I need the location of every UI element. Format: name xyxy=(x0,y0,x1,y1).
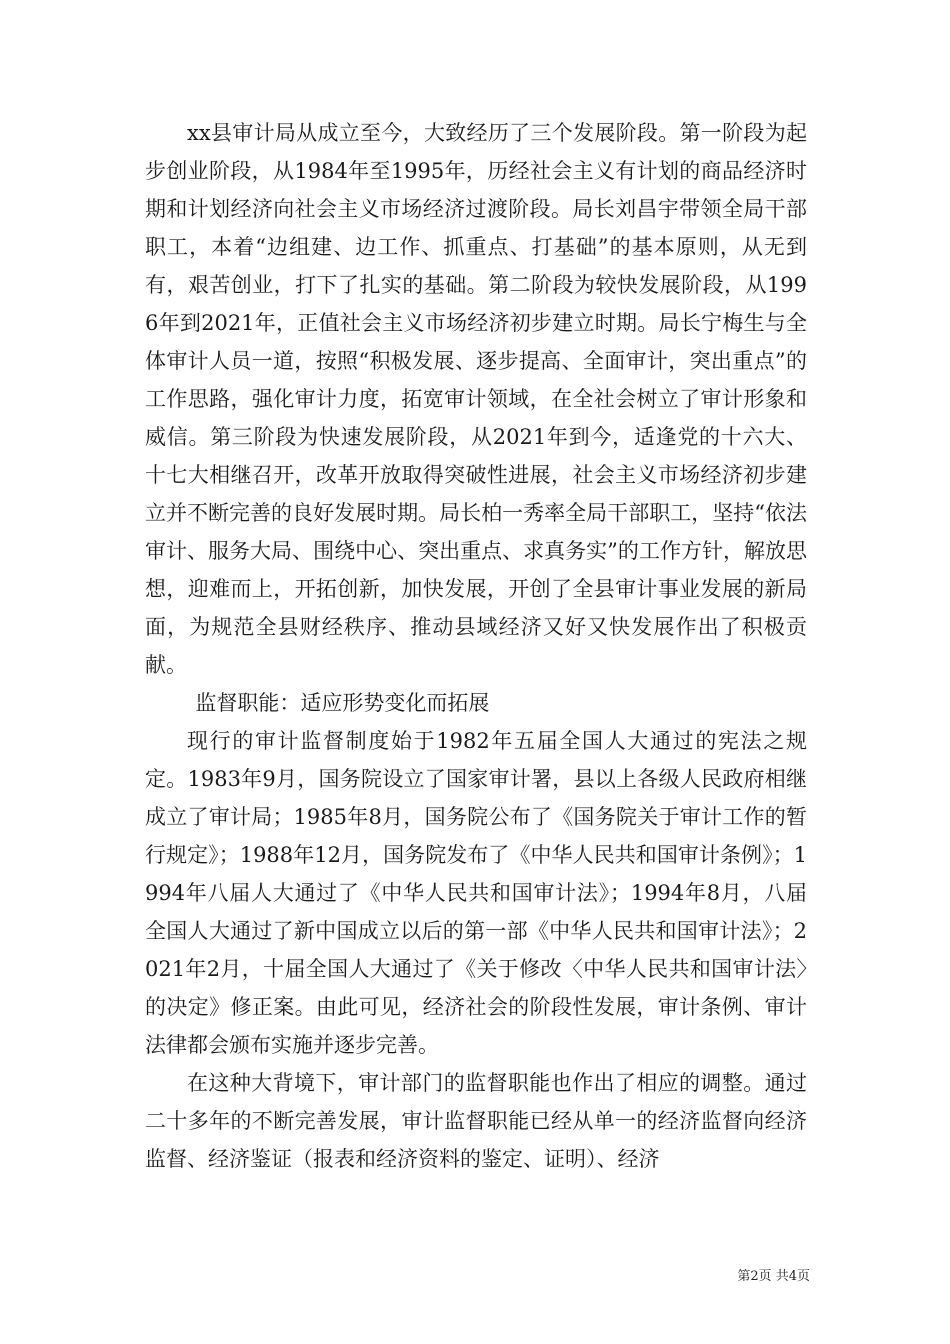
paragraph-history: xx县审计局从成立至今，大致经历了三个发展阶段。第一阶段为起步创业阶段，从1984年至1995年，历经社会主义有计划的商品经济时期和计划经济向社会主义市场经济过渡阶段。局长刘昌宇带领全局干部职工，本着“边组建、边工作、抓重点、打基础”的基本原则，从无到有，艰苦创业，打下了扎实的基础。第二阶段为较快发展阶段，从1996年到2021年，正值社会主义市场经济初步建立时期。局长宁梅生与全体审计人员一道，按照“积极发展、逐步提高、全面审计，突出重点”的工作思路，强化审计力度，拓宽审计领域，在全社会树立了审计形象和威信。第三阶段为快速发展阶段，从2021年到今，适逢党的十六大、十七大相继召开，改革开放取得突破性进展，社会主义市场经济初步建立并不断完善的良好发展时期。局长柏一秀率全局干部职工，坚持“依法审计、服务大局、围绕中心、突出重点、求真务实”的工作方针，解放思想，迎难而上，开拓创新，加快发展，开创了全县审计事业发展的新局面，为规范全县财经秩序、推动县域经济又好又快发展作出了积极贡献。 xyxy=(145,121,807,677)
paragraph-legal-basis: 现行的审计监督制度始于1982年五届全国人大通过的宪法之规定。1983年9月，国务院设立了国家审计署，县以上各级人民政府相继成立了审计局；1985年8月，国务院公布了《国务院关于审计工作的暂行规定》；1988年12月，国务院发布了《中华人民共和国审计条例》；1994年八届人大通过了《中华人民共和国审计法》；1994年8月，八届全国人大通过了新中国成立以后的第一部《中华人民共和国审计法》；2021年2月，十届全国人大通过了《关于修改〈中华人民共和国审计法〉的决定》修正案。由此可见，经济社会的阶段性发展，审计条例、审计法律都会颁布实施并逐步完善。 xyxy=(145,729,807,1057)
paragraph-function-adjustment: 在这种大背境下，审计部门的监督职能也作出了相应的调整。通过二十多年的不断完善发展，审计监督职能已经从单一的经济监督向经济监督、经济鉴证（报表和经济资料的鉴定、证明）、经济 xyxy=(145,1071,807,1171)
document-body xyxy=(145,114,807,1178)
section-heading: 监督职能：适应形势变化而拓展 xyxy=(195,691,490,715)
page-number-footer: 第2页 共4页 xyxy=(737,1269,810,1284)
